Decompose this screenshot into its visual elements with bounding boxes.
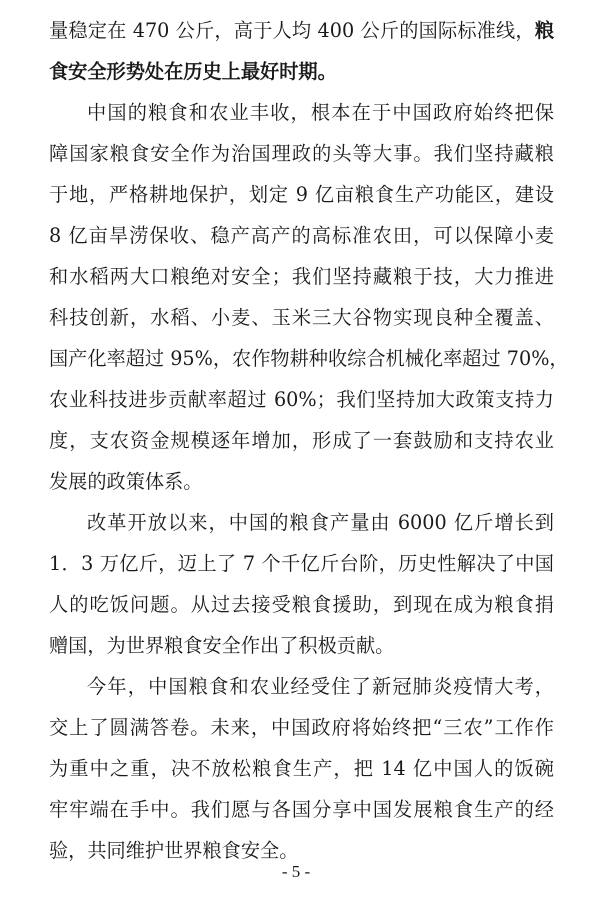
paragraph-2-line-2: 障国家粮食安全作为治国理政的头等大事。我们坚持藏粮 bbox=[49, 142, 554, 165]
paragraph-3-line-1: 改革开放以来，中国的粮食产量由 6000 亿斤增长到 bbox=[87, 511, 554, 534]
paragraph-3-line-2: 1．3 万亿斤，迈上了 7 个千亿斤台阶，历史性解决了中国 bbox=[49, 552, 554, 575]
paragraph-4-line-5: 验，共同维护世界粮食安全。 bbox=[49, 839, 299, 862]
paragraph-2-line-8: 农业科技进步贡献率超过 60%；我们坚持加大政策支持力 bbox=[49, 388, 554, 411]
paragraph-3-line-4: 赠国，为世界粮食安全作出了积极贡献。 bbox=[49, 634, 395, 657]
paragraph-1-line-1-text: 量稳定在 470 公斤，高于人均 400 公斤的国际标准线， bbox=[49, 19, 535, 42]
page-number: - 5 - bbox=[281, 862, 311, 881]
paragraph-4-line-1: 今年，中国粮食和农业经受住了新冠肺炎疫情大考， bbox=[87, 675, 554, 698]
paragraph-4-line-2: 交上了圆满答卷。未来，中国政府将始终把“三农”工作作 bbox=[49, 716, 554, 739]
paragraph-1-line-1 bbox=[49, 13, 554, 49]
paragraph-2-line-10: 发展的政策体系。 bbox=[49, 470, 203, 493]
paragraph-4-line-4: 牢牢端在手中。我们愿与各国分享中国发展粮食生产的经 bbox=[49, 798, 554, 821]
paragraph-2-line-9: 度，支农资金规模逐年增加，形成了一套鼓励和支持农业 bbox=[49, 429, 554, 452]
paragraph-4-line-3: 为重中之重，决不放松粮食生产，把 14 亿中国人的饭碗 bbox=[49, 757, 554, 780]
paragraph-3-line-3: 人的吃饭问题。从过去接受粮食援助，到现在成为粮食捐 bbox=[49, 593, 554, 616]
paragraph-2-line-4: 8 亿亩旱涝保收、稳产高产的高标准农田，可以保障小麦 bbox=[49, 224, 554, 247]
paragraph-2-line-6: 科技创新，水稻、小麦、玉米三大谷物实现良种全覆盖、 bbox=[49, 306, 554, 329]
paragraph-1-bold-tail: 粮 bbox=[534, 19, 554, 42]
paragraph-1-line-2: 食安全形势处在历史上最好时期。 bbox=[49, 60, 337, 83]
paragraph-2-line-3: 于地，严格耕地保护，划定 9 亿亩粮食生产功能区，建设 bbox=[49, 183, 554, 206]
paragraph-2-line-7: 国产化率超过 95%，农作物耕种收综合机械化率超过 70%， bbox=[49, 347, 569, 370]
paragraph-2-line-5: 和水稻两大口粮绝对安全；我们坚持藏粮于技，大力推进 bbox=[49, 265, 554, 288]
paragraph-2-line-1: 中国的粮食和农业丰收，根本在于中国政府始终把保 bbox=[87, 101, 554, 124]
